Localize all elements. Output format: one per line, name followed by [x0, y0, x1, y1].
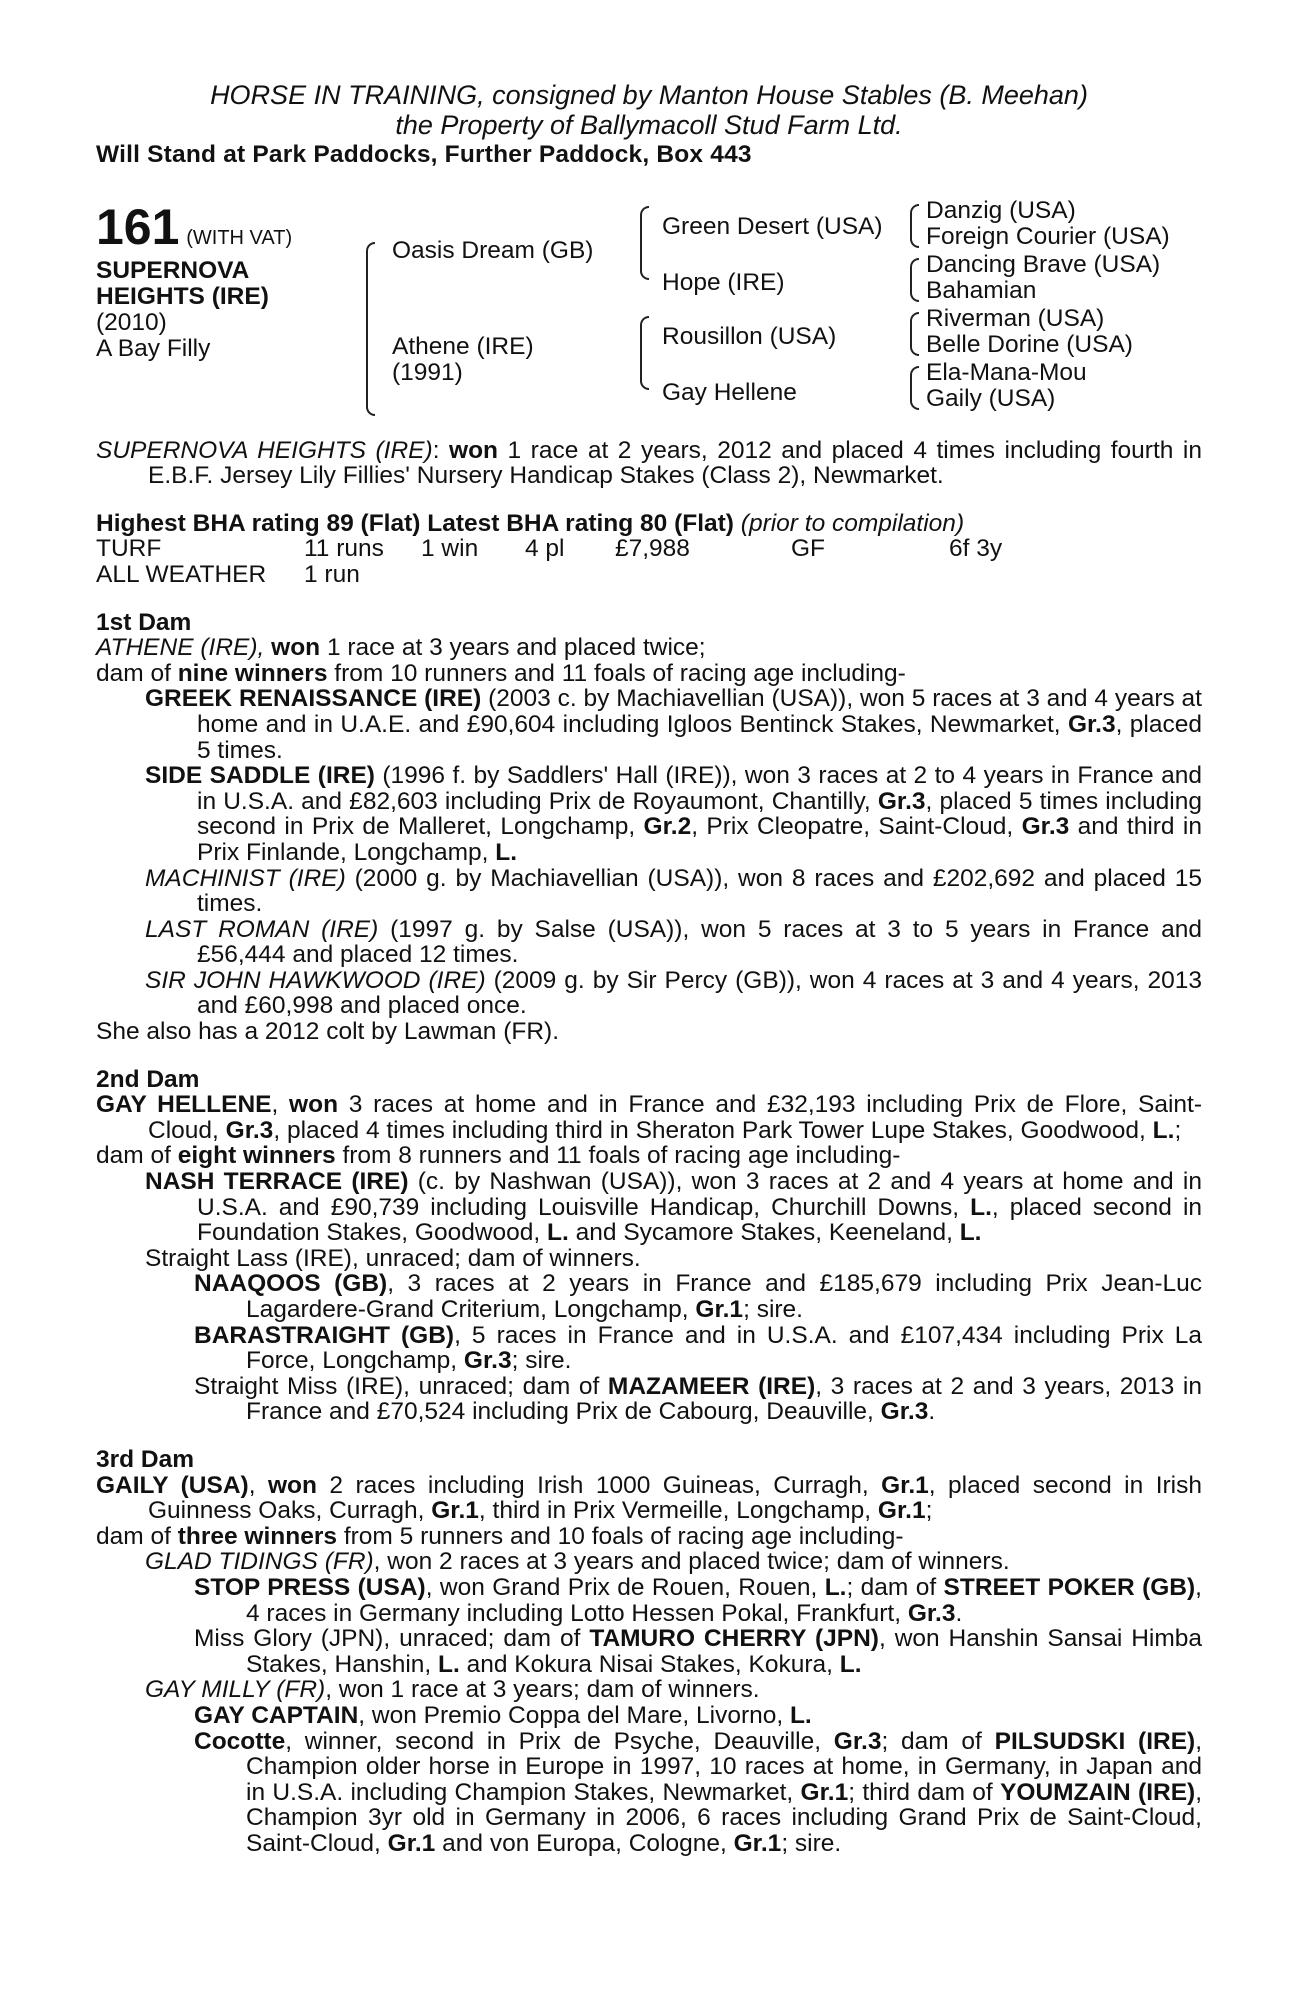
aw-record: ALL WEATHER 1 run [96, 560, 360, 588]
first-dam-record: ATHENE (IRE), won 1 race at 3 years and placed twice; [96, 634, 706, 662]
third-dam-section [96, 1447, 1202, 1857]
rating-title: Highest BHA rating 89 (Flat) Latest BHA rating 80 (Flat) (prior to compilation) [96, 509, 965, 537]
progeny-sir-john-hawkwood: SIR JOHN HAWKWOOD (IRE) (2009 g. by Sir Percy (GB)), won 4 races at 3 and 4 years, 2013 and £60,998 and placed once. [145, 966, 1202, 1020]
progeny-glad-tidings: GLAD TIDINGS (FR), won 2 races at 3 years and placed twice; dam of winners. [145, 1548, 1010, 1576]
granddam-4: Bahamian [926, 276, 1037, 304]
pedigree-block [96, 198, 1202, 430]
progeny-straight-miss: Straight Miss (IRE), unraced; dam of MAZAMEER (IRE), 3 races at 2 and 3 years, 2013 in France and £70,524 including Prix de Cabourg, Deauville, Gr.3. [194, 1372, 1202, 1426]
progeny-straight-lass: Straight Lass (IRE), unraced; dam of winners. [145, 1244, 641, 1272]
horse-name-line1: SUPERNOVA [96, 256, 250, 284]
granddam-8: Gaily (USA) [926, 384, 1056, 412]
second-dam-produce: dam of eight winners from 8 runners and 11 foals of racing age including- [96, 1142, 901, 1170]
progeny-miss-glory: Miss Glory (JPN), unraced; dam of TAMURO CHERRY (JPN), won Hanshin Sansai Himba Stakes, Hanshin, L. and Kokura Nisai Stakes, Kokura, L. [194, 1625, 1203, 1678]
dam-dam: Gay Hellene [662, 378, 797, 406]
rating-block [96, 511, 1202, 588]
vat-note: (WITH VAT) [186, 226, 293, 249]
second-dam-heading: 2nd Dam [96, 1065, 200, 1093]
stand-line: Will Stand at Park Paddocks, Further Paddock, Box 443 [96, 141, 752, 168]
race-summary: SUPERNOVA HEIGHTS (IRE): won 1 race at 2 years, 2012 and placed 4 times including fourth in E.B.F. Jersey Lily Fillies' Nursery Handicap Stakes (Class 2), Newmarket. [96, 436, 1202, 490]
first-dam-section [96, 610, 1202, 1045]
consignor-line: HORSE IN TRAINING, consigned by Manton House Stables (B. Meehan) [210, 80, 1088, 110]
dam: Athene (IRE) [392, 332, 534, 360]
progeny-gay-captain: GAY CAPTAIN, won Premio Coppa del Mare, Livorno, L. [194, 1701, 812, 1729]
granddam-1: Danzig (USA) [926, 196, 1076, 224]
progeny-gay-milly: GAY MILLY (FR), won 1 race at 3 years; dam of winners. [145, 1676, 760, 1704]
progeny-last-roman: LAST ROMAN (IRE) (1997 g. by Salse (USA)), won 5 races at 3 to 5 years in France and £56,444 and placed 12 times. [145, 915, 1202, 969]
progeny-barastraight: BARASTRAIGHT (GB), 5 races in France and in U.S.A. and £107,434 including Prix La Force, Longchamp, Gr.3; sire. [194, 1321, 1202, 1375]
g-brace-4 [910, 366, 919, 410]
lot-number: 161 [96, 198, 180, 255]
dam-year: (1991) [392, 358, 463, 386]
third-dam-record: GAILY (USA), won 2 races including Irish 1000 Guineas, Curragh, Gr.1, placed second in Irish Guinness Oaks, Curragh, Gr.1, third in Prix Vermeille, Longchamp, Gr.1; [96, 1471, 1202, 1525]
sire: Oasis Dream (GB) [392, 236, 594, 264]
catalogue-page [96, 80, 1202, 1856]
progeny-machinist: MACHINIST (IRE) (2000 g. by Machiavellian (USA)), won 8 races and £202,692 and placed 15 times. [145, 864, 1202, 918]
granddam-2: Foreign Courier (USA) [926, 222, 1170, 250]
progeny-stop-press: STOP PRESS (USA), won Grand Prix de Rouen, Rouen, L.; dam of STREET POKER (GB), 4 races in Germany including Lotto Hessen Pokal, Frankfurt, Gr.3. [194, 1573, 1202, 1627]
lot-heading [96, 198, 293, 255]
progeny-greek-renaissance: GREEK RENAISSANCE (IRE) (2003 c. by Machiavellian (USA)), won 5 races at 3 and 4 years at home and in U.A.E. and £90,604 including Igloos Bentinck Stakes, Newmarket, Gr.3, placed 5 times. [145, 685, 1202, 764]
g-brace-1 [910, 204, 919, 248]
sire-sire: Green Desert (USA) [662, 212, 883, 240]
horse-description: A Bay Filly [96, 334, 211, 362]
sire-dam-brace [366, 242, 375, 416]
first-dam-also: She also has a 2012 colt by Lawman (FR). [96, 1018, 560, 1046]
first-dam-heading: 1st Dam [96, 608, 192, 636]
g-brace-2 [910, 258, 919, 302]
progeny-naaqoos: NAAQOOS (GB), 3 races at 2 years in France and £185,679 including Prix Jean-Luc Lagardere-Grand Criterium, Longchamp, Gr.1; sire. [194, 1270, 1202, 1323]
progeny-side-saddle: SIDE SADDLE (IRE) (1996 f. by Saddlers' Hall (IRE)), won 3 races at 2 to 4 years in France and in U.S.A. and £82,603 including Prix de Royaumont, Chantilly, Gr.3, placed 5 times including second in Prix de Malleret, Longchamp, Gr.2, Prix Cleopatre, Saint-Cloud, Gr.3 and third in Prix Finlande, Longchamp, L. [145, 762, 1203, 866]
granddam-3: Dancing Brave (USA) [926, 250, 1161, 278]
granddam-5: Riverman (USA) [926, 304, 1105, 332]
g-brace-3 [910, 312, 919, 356]
first-dam-produce: dam of nine winners from 10 runners and 11 foals of racing age including- [96, 659, 906, 687]
third-dam-produce: dam of three winners from 5 runners and 10 foals of racing age including- [96, 1522, 904, 1550]
turf-record: TURF 11 runs 1 win 4 pl £7,988 GF 6f 3y [96, 535, 1003, 563]
progeny-cocotte: Cocotte, winner, second in Prix de Psyche, Deauville, Gr.3; dam of PILSUDSKI (IRE), Champion older horse in Europe in 1997, 10 races at home, in Germany, in Japan and in U.S.A. including Champion Stakes, Newmarket, Gr.1; third dam of YOUMZAIN (IRE), Champion 3yr old in Germany in 2006, 6 races including Grand Prix de Saint-Cloud, Saint-Cloud, Gr.1 and von Europa, Cologne, Gr.1; sire. [194, 1727, 1203, 1857]
dam-line-brace [640, 316, 649, 390]
property-line: the Property of Ballymacoll Stud Farm Ltd. [395, 110, 903, 140]
third-dam-heading: 3rd Dam [96, 1445, 195, 1473]
progeny-nash-terrace: NASH TERRACE (IRE) (c. by Nashwan (USA)), won 3 races at 2 and 4 years at home and in U.S.A. and £90,739 including Louisville Handicap, Churchill Downs, L., placed second in Foundation Stakes, Goodwood, L. and Sycamore Stakes, Keeneland, L. [145, 1168, 1203, 1247]
sire-line-brace [640, 206, 649, 280]
sire-dam: Hope (IRE) [662, 268, 785, 296]
granddam-7: Ela-Mana-Mou [926, 358, 1087, 386]
second-dam-section [96, 1067, 1202, 1425]
horse-year: (2010) [96, 308, 167, 336]
horse-name-line2: HEIGHTS (IRE) [96, 282, 269, 310]
granddam-6: Belle Dorine (USA) [926, 330, 1133, 358]
dam-sire: Rousillon (USA) [662, 322, 837, 350]
second-dam-record: GAY HELLENE, won 3 races at home and in France and £32,193 including Prix de Flore, Saint-Cloud, Gr.3, placed 4 times including third in Sheraton Park Tower Lupe Stakes, Goodwood, L.; [96, 1091, 1203, 1144]
